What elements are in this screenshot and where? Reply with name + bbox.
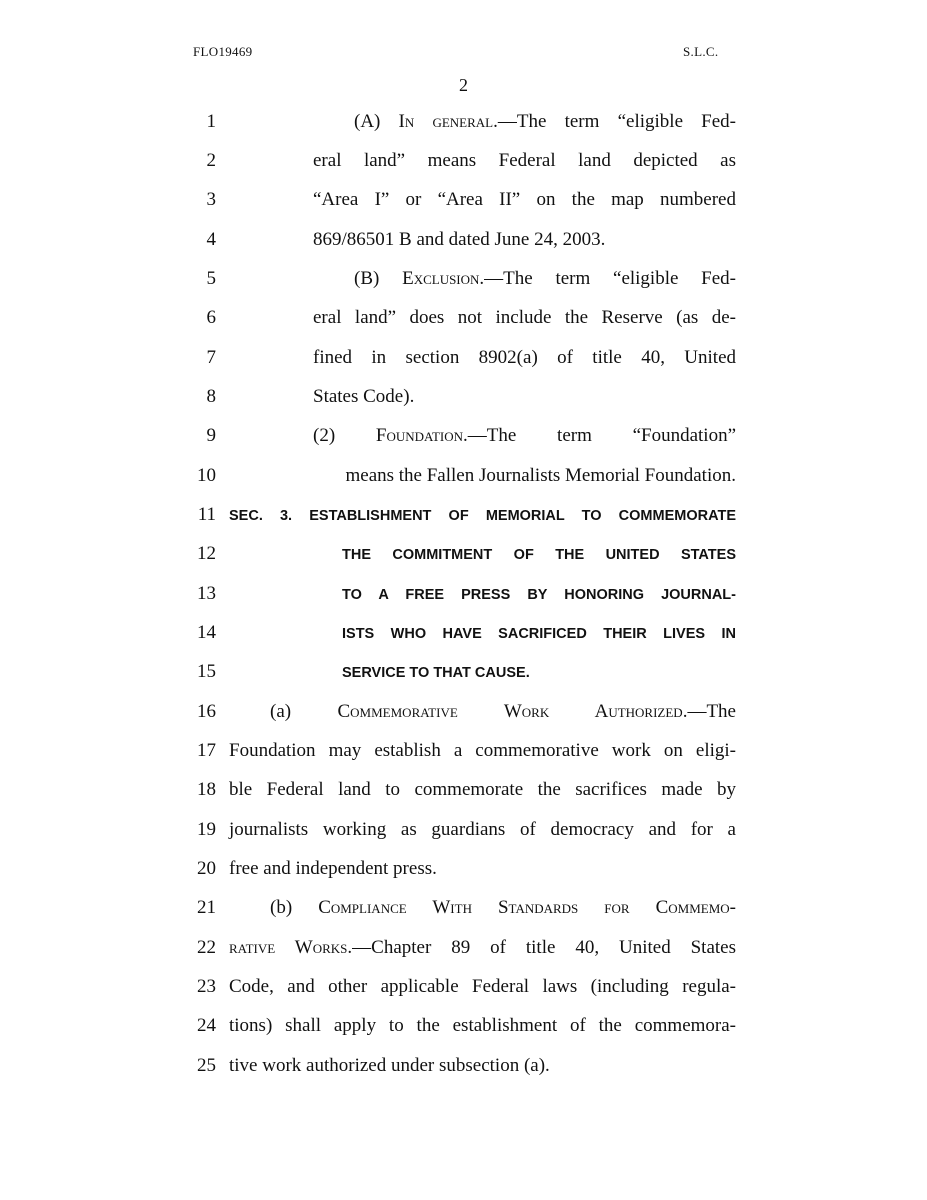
line-number: 5 — [206, 268, 216, 289]
text-line: eral land” does not include the Reserve (as de- — [313, 307, 736, 328]
text-run: .—The — [682, 701, 736, 722]
text-line: free and independent press. — [229, 858, 437, 879]
line-number: 14 — [197, 622, 216, 643]
line-number: 8 — [206, 386, 216, 407]
section-heading-line: SEC. 3. ESTABLISHMENT OF MEMORIAL TO COMMEMORATE — [229, 508, 736, 524]
line-number: 2 — [206, 150, 216, 171]
line-number: 22 — [197, 937, 216, 958]
line-number: 6 — [206, 307, 216, 328]
line-number: 20 — [197, 858, 216, 879]
line-number: 21 — [197, 897, 216, 918]
text-line: tions) shall apply to the establishment of the commemora- — [229, 1015, 736, 1036]
text-run-smallcaps: Compliance With Standards for Commemo- — [318, 897, 737, 918]
text-run: (2) — [313, 425, 376, 446]
text-line — [354, 111, 736, 133]
line-number: 23 — [197, 976, 216, 997]
text-line: journalists working as guardians of democracy and for a — [229, 819, 736, 840]
text-line — [313, 425, 736, 447]
line-number: 19 — [197, 819, 216, 840]
text-run: (b) — [270, 897, 319, 918]
text-line: Code, and other applicable Federal laws (including regula- — [229, 976, 736, 997]
line-number: 10 — [197, 465, 216, 486]
text-line: ble Federal land to commemorate the sacrifices made by — [229, 779, 736, 800]
text-line: means the Fallen Journalists Memorial Foundation. — [345, 465, 736, 486]
text-line — [270, 897, 736, 919]
text-line: fined in section 8902(a) of title 40, United — [313, 347, 736, 368]
section-heading-line: THE COMMITMENT OF THE UNITED STATES — [342, 547, 736, 563]
line-number: 7 — [206, 347, 216, 368]
text-line: “Area I” or “Area II” on the map numbered — [313, 189, 736, 210]
text-line: eral land” means Federal land depicted as — [313, 150, 736, 171]
line-number: 9 — [206, 425, 216, 446]
page-number-text: 2 — [459, 75, 468, 95]
line-number: 11 — [197, 504, 216, 525]
office-code: S.L.C. — [683, 44, 719, 59]
text-line — [354, 268, 736, 290]
line-number: 15 — [197, 661, 216, 682]
text-line: Foundation may establish a commemorative work on eligi- — [229, 740, 736, 761]
text-line — [229, 937, 736, 959]
line-number: 24 — [197, 1015, 216, 1036]
text-run-smallcaps: xclusion — [413, 268, 480, 289]
section-heading-line: SERVICE TO THAT CAUSE. — [342, 665, 530, 681]
line-number: 13 — [197, 583, 216, 604]
page-number — [0, 75, 927, 96]
line-number: 17 — [197, 740, 216, 761]
line-number: 12 — [197, 543, 216, 564]
line-number: 1 — [206, 111, 216, 132]
text-run: .—Chapter 89 of title 40, United States — [347, 937, 737, 958]
text-run: .—The term “eligible Fed- — [479, 268, 736, 289]
line-number: 3 — [206, 189, 216, 210]
text-line — [270, 701, 736, 723]
line-number: 4 — [206, 229, 216, 250]
line-number: 16 — [197, 701, 216, 722]
document-id: FLO19469 — [193, 44, 253, 59]
text-run-smallcaps: Commemorative Work Authorized — [337, 701, 683, 722]
line-number: 25 — [197, 1055, 216, 1076]
text-run: (A) I — [354, 111, 405, 132]
text-line: 869/86501 B and dated June 24, 2003. — [313, 229, 606, 250]
section-heading-line: ISTS WHO HAVE SACRIFICED THEIR LIVES IN — [342, 626, 736, 642]
section-heading-line: TO A FREE PRESS BY HONORING JOURNAL- — [342, 587, 736, 603]
text-line: States Code). — [313, 386, 415, 407]
text-run: .—The term “eligible Fed- — [493, 111, 737, 132]
text-run-smallcaps: n general — [404, 111, 494, 132]
line-number: 18 — [197, 779, 216, 800]
text-run: (B) E — [354, 268, 414, 289]
text-run: .—The term “Foundation” — [463, 425, 737, 446]
text-run-smallcaps: Foundation — [375, 425, 464, 446]
text-line: tive work authorized under subsection (a). — [229, 1055, 550, 1076]
text-run: (a) — [270, 701, 338, 722]
text-run-smallcaps: rative Works — [229, 937, 348, 958]
